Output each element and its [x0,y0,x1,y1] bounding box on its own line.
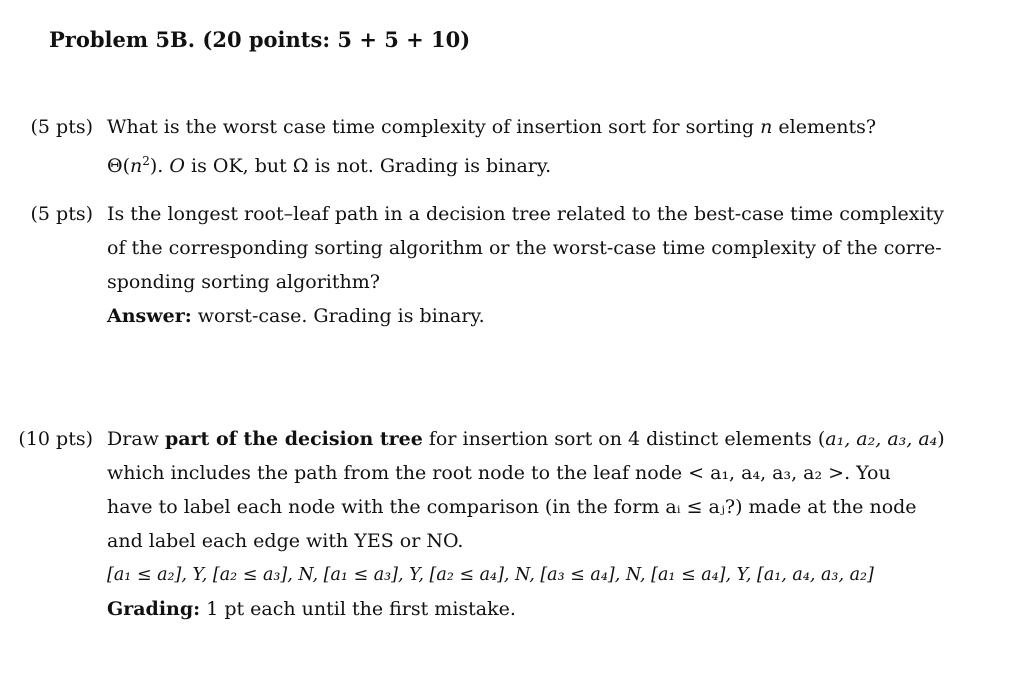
question-3-line-3: have to label each node with the comparison (in the form aᵢ ≤ aⱼ?) made at the node [107,496,917,518]
question-2-points: (5 pts) [30,203,93,225]
question-3-line-1: Draw part of the decision tree for insertion sort on 4 distinct elements (a₁, a₂, a₃, a₄) [107,428,945,450]
question-2-line-3: sponding sorting algorithm? [107,271,380,293]
question-1-text: What is the worst case time complexity of insertion sort for sorting n elements? [107,116,877,138]
question-2-line-1: Is the longest root–leaf path in a decision tree related to the best-case time complexity [107,203,944,225]
question-1-points: (5 pts) [30,116,93,138]
question-2-body [107,197,987,333]
question-3-points: (10 pts) [18,428,93,450]
question-3-line-2: which includes the path from the root node to the leaf node < a₁, a₄, a₃, a₂ >. You [107,462,891,484]
question-3-body [107,422,987,626]
question-1-answer: $\Theta(n^2)$. O is OK, but Ω is not. Grading is binary. [107,154,552,177]
question-2-line-2: of the corresponding sorting algorithm or the worst-case time complexity of the corre- [107,237,942,259]
question-3-grading: Grading: 1 pt each until the first mistake. [107,598,516,620]
question-3-line-4: and label each edge with YES or NO. [107,530,464,552]
question-1-body [107,110,987,178]
question-2-answer: Answer: worst-case. Grading is binary. [107,305,485,327]
question-3-answer-path: [a₁ ≤ a₂], Y, [a₂ ≤ a₃], N, [a₁ ≤ a₃], Y, [a₂ ≤ a₄], N, [a₃ ≤ a₄], N, [a₁ ≤ a₄], Y, [a₁, a₄, a₃, a₂] [107,565,874,585]
problem-title: Problem 5B. (20 points: 5 + 5 + 10) [49,27,471,52]
